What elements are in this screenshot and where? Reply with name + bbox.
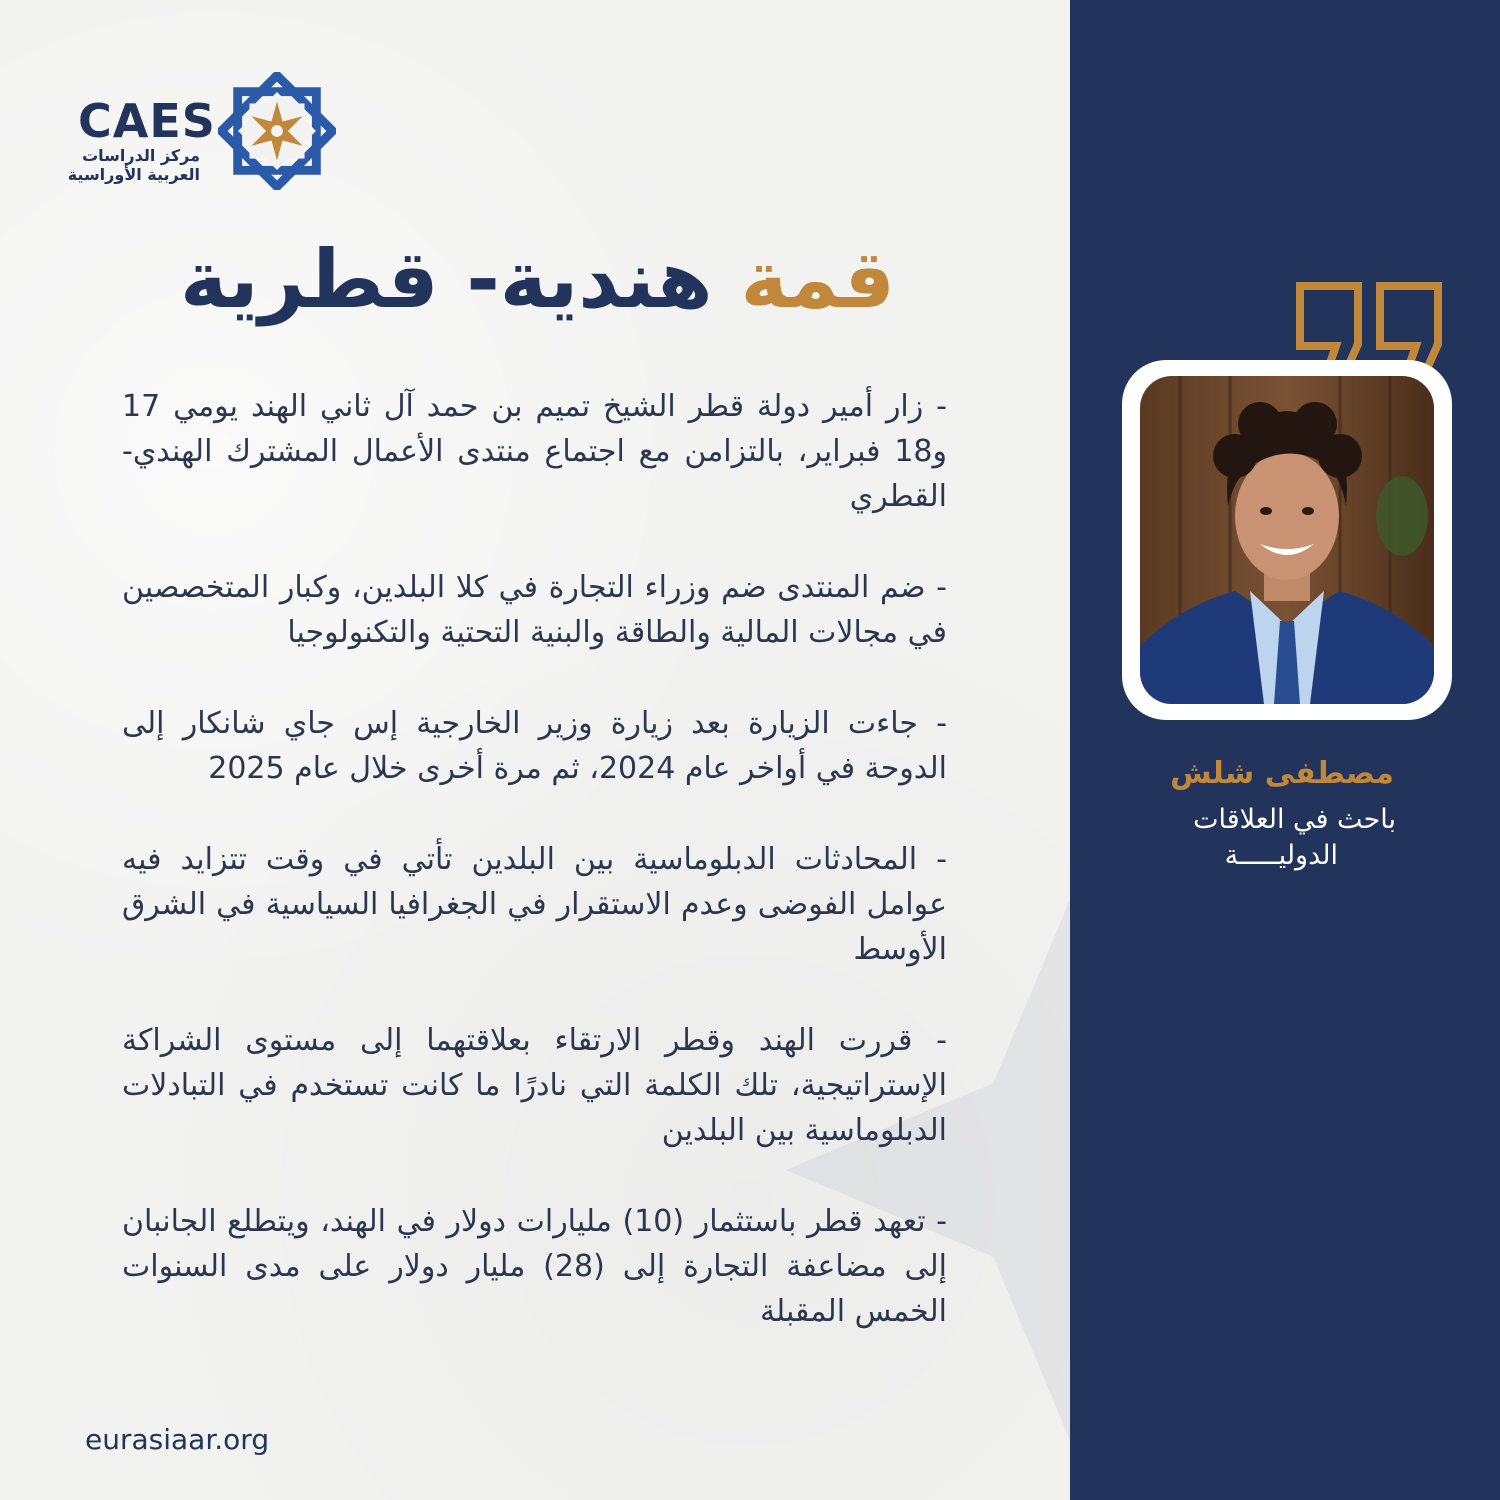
- article-body: [122, 384, 947, 1380]
- title-rest: هندية- قطرية: [180, 233, 741, 326]
- author-portrait-photo: [1140, 376, 1434, 704]
- sidebar-panel: [1070, 0, 1500, 1500]
- paragraph: - ضم المنتدى ضم وزراء التجارة في كلا البلدين، وكبار المتخصصين في مجالات المالية والطاقة والبنية التحتية والتكنولوجيا: [122, 570, 947, 650]
- logo-subtitle-line2: العربية الأوراسية: [67, 165, 200, 184]
- website-link[interactable]: eurasiaar.org: [85, 1423, 270, 1456]
- paragraph: - قررت الهند وقطر الارتقاء بعلاقتهما إلى مستوى الشراكة الإستراتيجية، تلك الكلمة التي نادرًا ما كانت تستخدم في التبادلات الدبلوماسية بين البلدين: [122, 1023, 947, 1148]
- author-photo-frame: [1122, 360, 1452, 720]
- logo-wordmark: CAES: [78, 94, 216, 148]
- paragraph: - زار أمير دولة قطر الشيخ تميم بن حمد آل ثاني الهند يومي 17 و18 فبراير، بالتزامن مع اجتماع منتدى الأعمال المشترك الهندي- القطري: [122, 389, 947, 514]
- eight-point-star-icon: [218, 72, 336, 190]
- paragraph: - جاءت الزيارة بعد زيارة وزير الخارجية إس جاي شانكار إلى الدوحة في أواخر عام 2024، ثم مرة أخرى خلال عام 2025: [122, 706, 947, 786]
- author-role: [1100, 802, 1396, 874]
- title-accent: قمة: [740, 233, 895, 326]
- caes-logo: [67, 72, 340, 190]
- paragraph: - تعهد قطر باستثمار (10) مليارات دولار في الهند، ويتطلع الجانبان إلى مضاعفة التجارة إلى (28) مليار دولار على مدى السنوات الخمس المقبلة: [122, 1204, 948, 1329]
- author-role-line2: الدوليـــــة: [1224, 840, 1338, 871]
- author-name: مصطفى شلش: [1170, 756, 1394, 791]
- page-title: [130, 220, 945, 340]
- paragraph: - المحادثات الدبلوماسية بين البلدين تأتي في وقت تتزايد فيه عوامل الفوضى وعدم الاستقرار في الجغرافيا السياسية في الشرق الأوسط: [122, 842, 947, 967]
- portrait-illustration-icon: [1140, 376, 1434, 704]
- author-role-line1: باحث في العلاقات: [1193, 804, 1396, 835]
- logo-subtitle-line1: مركز الدراسات: [82, 146, 200, 165]
